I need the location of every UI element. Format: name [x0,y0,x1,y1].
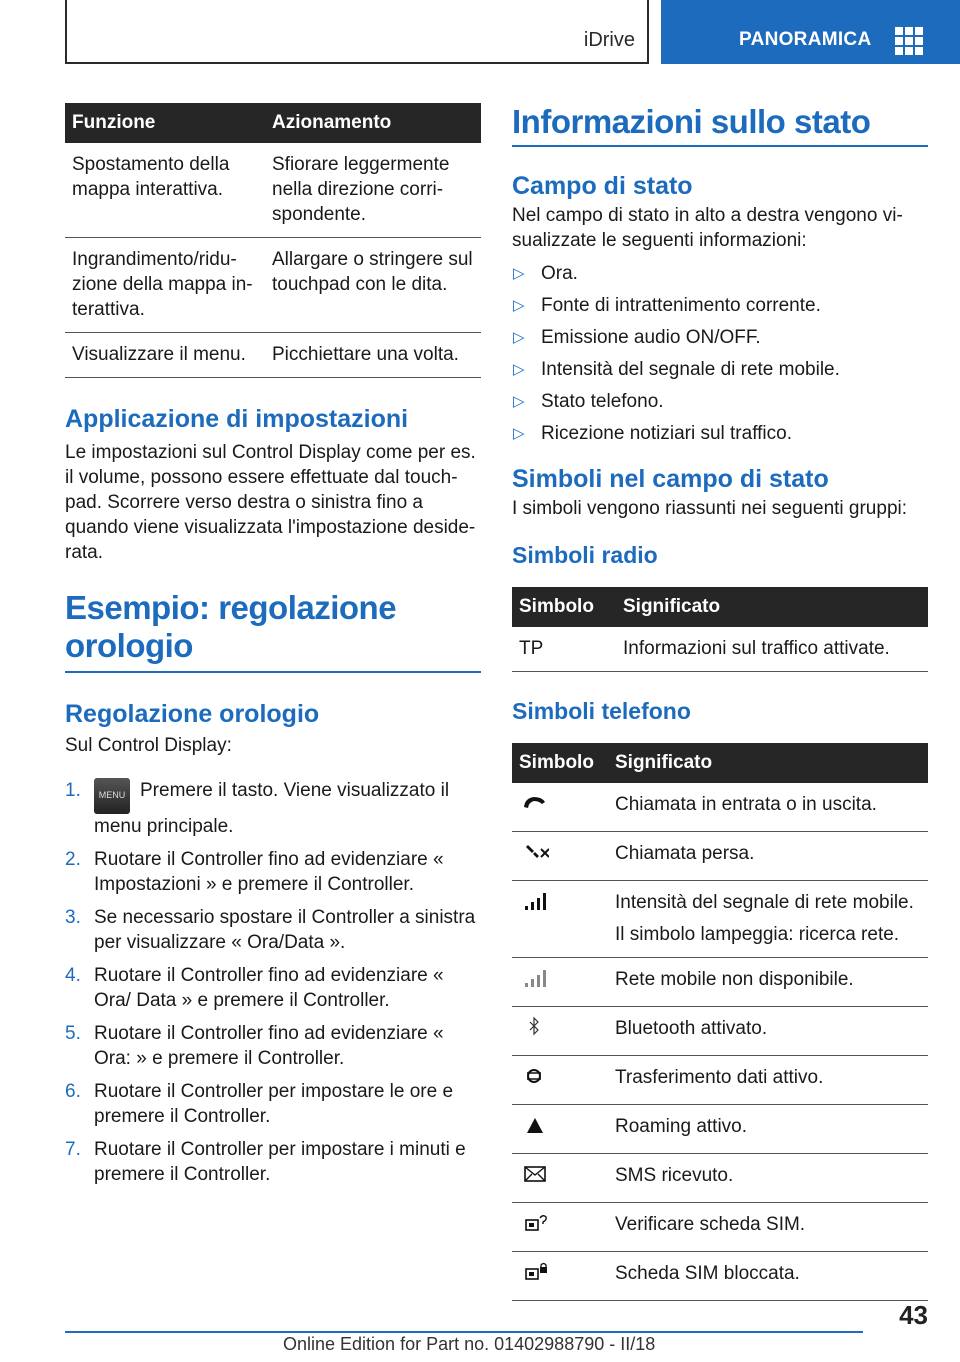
symbol-cell [512,1203,608,1252]
status-info-list [512,261,928,446]
phone-handset-icon [519,792,549,814]
list-item [65,1021,481,1071]
table-cell: SMS ricevuto. [608,1154,928,1203]
no-network-icon [519,967,549,989]
section-title: PANORAMICA [739,29,872,50]
list-item [65,905,481,955]
step-number: 2. [65,849,81,870]
step-text: Ruotare il Controller per impostare i minuti e premere il Controller. [94,1139,466,1185]
step-text: Premere il tasto. Viene visualizzato il menu principale. [94,780,450,837]
function-table [65,103,481,378]
table-cell: Scheda SIM bloccata. [608,1252,928,1301]
list-item [512,389,928,414]
list-item-text: Ora. [541,263,578,284]
section-heading: Applicazione di impostazioni [65,405,409,433]
sms-envelope-icon [519,1163,549,1185]
table-row [512,1154,928,1203]
list-item-text: Stato telefono. [541,391,664,412]
table-row [512,958,928,1007]
table-row [512,1105,928,1154]
table-cell: Trasferimento dati attivo. [608,1056,928,1105]
step-number: 6. [65,1081,81,1102]
list-item [512,421,928,446]
meaning-text: Il simbolo lampeggia: ricerca rete. [615,924,900,945]
symbol-cell [512,783,608,832]
list-item [512,293,928,318]
table-header: Significato [616,587,928,627]
symbol-cell [512,881,608,958]
subsection-heading: Simboli radio [512,542,658,568]
symbol-cell [512,1252,608,1301]
list-item [65,963,481,1013]
table-cell: Spostamento della mappa interattiva. [65,143,265,238]
list-item [65,1137,481,1187]
table-row [65,238,481,333]
bullet-triangle-icon: ▷ [513,297,525,314]
list-item [512,261,928,286]
bullet-triangle-icon: ▷ [513,361,525,378]
table-cell: Picchiettare una volta. [265,333,481,378]
table-header: Azionamento [265,103,481,143]
table-cell: Rete mobile non disponibile. [608,958,928,1007]
step-text: Ruotare il Controller per impostare le ore e premere il Controller. [94,1081,454,1127]
symbol-cell [512,1105,608,1154]
phone-symbols-table [512,743,928,1301]
table-header: Significato [608,743,928,783]
step-number: 4. [65,965,81,986]
header-chapter-box [65,0,649,64]
table-cell: Visualizzare il menu. [65,333,265,378]
list-item-text: Intensità del segnale di rete mobile. [541,359,840,380]
table-cell: Chiamata persa. [608,832,928,881]
chapter-heading [65,589,481,673]
table-row [512,1252,928,1301]
chapter-title: iDrive [583,29,635,51]
bullet-triangle-icon: ▷ [513,425,525,442]
section-heading: Campo di stato [512,172,693,200]
section-heading: Regolazione orologio [65,700,320,728]
menu-button-icon: MENU [94,778,130,814]
table-cell: TP [512,627,616,672]
meaning-text: Intensità del segnale di rete mobile. [615,892,914,913]
header-section-tab[interactable] [661,0,960,64]
symbol-cell [512,1007,608,1056]
step-text: Se necessario spostare il Controller a sinistra per visualizzare « Ora/Data ». [94,907,476,953]
step-number: 3. [65,907,81,928]
table-cell: Ingrandimento/ridu-zione della mappa in-terattiva. [65,238,265,333]
bluetooth-icon [519,1016,549,1038]
table-header: Simbolo [512,743,608,783]
paragraph: Nel campo di stato in alto a destra vengono vi-sualizzate le seguenti informazioni: [512,205,903,251]
signal-strength-icon [519,890,549,912]
table-row [512,1203,928,1252]
table-row [512,627,928,672]
table-row [65,143,481,238]
table-row [512,832,928,881]
table-cell: Sfiorare leggermente nella direzione corri-spondente. [265,143,481,238]
step-text: Ruotare il Controller fino ad evidenziare « Ora: » e premere il Controller. [94,1023,444,1069]
table-cell: Chiamata in entrata o in uscita. [608,783,928,832]
list-item [65,778,481,839]
table-row [512,783,928,832]
sim-check-icon [519,1212,549,1234]
list-item [65,847,481,897]
section-heading: Simboli nel campo di stato [512,465,829,493]
right-column [512,103,928,1301]
list-item [512,325,928,350]
chapter-heading-line: Esempio: regolazione [65,589,397,626]
data-transfer-icon [519,1065,549,1087]
paragraph: Sul Control Display: [65,735,232,756]
list-item [65,1079,481,1129]
steps-list [65,778,481,1187]
step-number: 5. [65,1023,81,1044]
table-row [512,1056,928,1105]
radio-symbols-table [512,587,928,672]
left-column [65,103,481,1195]
footer-edition-text: Online Edition for Part no. 01402988790 - II/18 [283,1334,656,1354]
table-cell: Bluetooth attivato. [608,1007,928,1056]
table-row [512,1007,928,1056]
symbol-cell [512,832,608,881]
symbol-cell [512,1154,608,1203]
chapter-heading: Informazioni sullo stato [512,103,928,147]
list-item [512,357,928,382]
bullet-triangle-icon: ▷ [513,393,525,410]
bullet-triangle-icon: ▷ [513,329,525,346]
step-text: Ruotare il Controller fino ad evidenziare « Impostazioni » e premere il Controller. [94,849,444,895]
chapter-heading-line: orologio [65,627,193,664]
missed-call-icon [519,841,549,863]
step-number: 1. [65,780,81,801]
table-cell: Roaming attivo. [608,1105,928,1154]
table-row [65,333,481,378]
table-cell: Allargare o stringere sul touchpad con le dita. [265,238,481,333]
paragraph: Le impostazioni sul Control Display come per es. il volume, possono essere effettuate dal touch-pad. Scorrere verso destra o sinistra fino a quando viene visualizzata l'impostazione deside-rata. [65,442,476,563]
table-header: Funzione [65,103,265,143]
footer-divider [65,1331,863,1333]
table-cell [608,881,928,958]
table-cell: Verificare scheda SIM. [608,1203,928,1252]
step-text: Ruotare il Controller fino ad evidenziare « Ora/ Data » e premere il Controller. [94,965,444,1011]
table-cell: Informazioni sul traffico attivate. [616,627,928,672]
roaming-icon [519,1114,549,1136]
sim-locked-icon [519,1261,549,1283]
symbol-cell [512,958,608,1007]
grid-icon [895,27,923,55]
list-item-text: Ricezione notiziari sul traffico. [541,423,792,444]
table-header: Simbolo [512,587,616,627]
page-number: 43 [899,1300,928,1330]
subsection-heading: Simboli telefono [512,698,691,724]
step-number: 7. [65,1139,81,1160]
paragraph: I simboli vengono riassunti nei seguenti gruppi: [512,498,908,519]
bullet-triangle-icon: ▷ [513,265,525,282]
table-row [512,881,928,958]
symbol-cell [512,1056,608,1105]
list-item-text: Emissione audio ON/OFF. [541,327,761,348]
list-item-text: Fonte di intrattenimento corrente. [541,295,821,316]
